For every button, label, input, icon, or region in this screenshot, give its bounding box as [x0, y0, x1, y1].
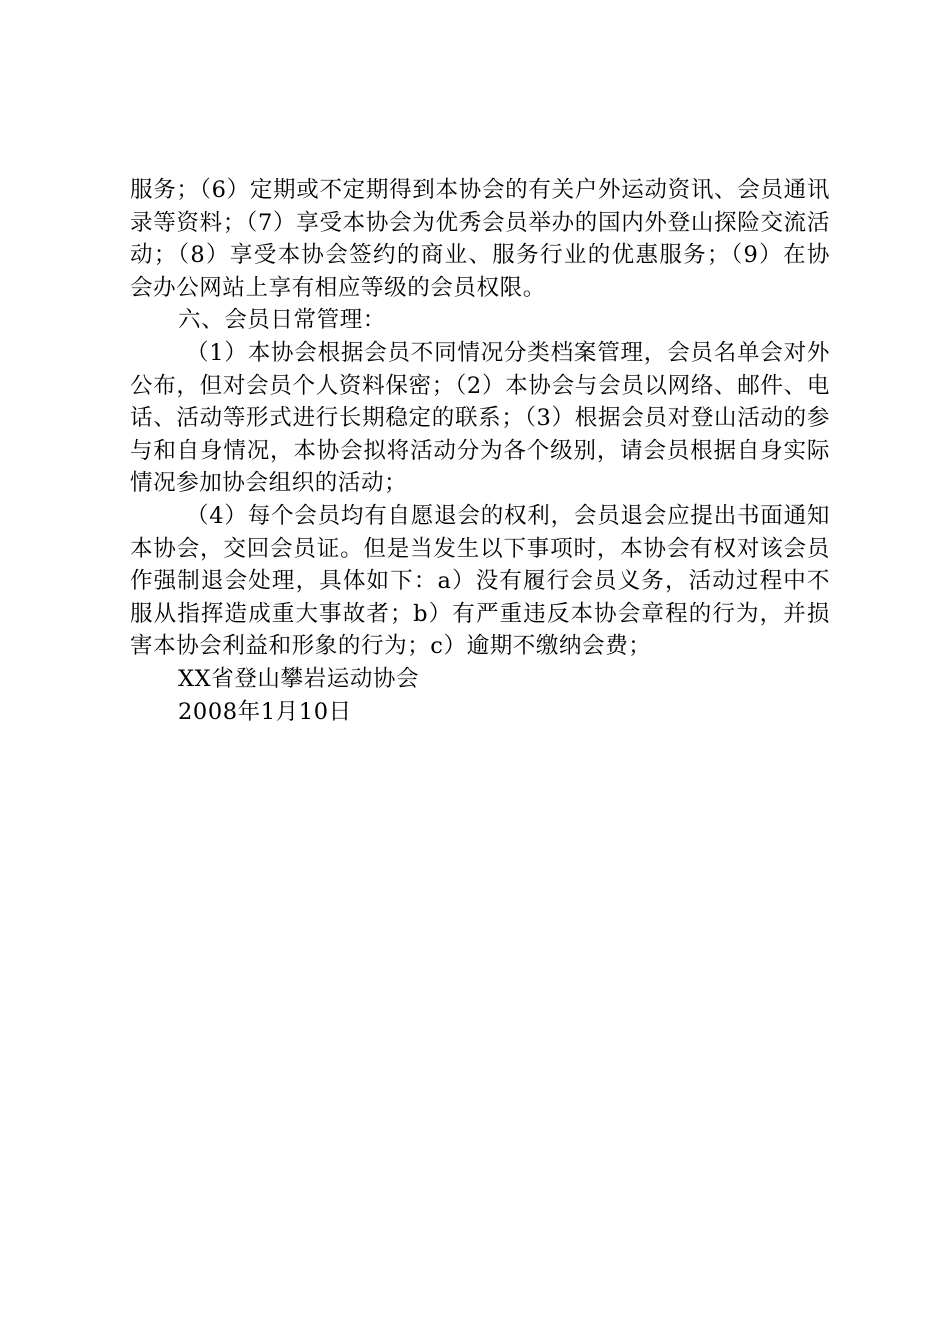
organization-signature: XX省登山攀岩运动协会: [178, 665, 420, 692]
paragraph-member-rights-continued: 服务；（6）定期或不定期得到本协会的有关户外运动资讯、会员通讯录等资料；（7）享受本协会为优秀会员举办的国内外登山探险交流活动；（8）享受本协会签约的商业、服务行业的优惠服务；（9）在协会办公网站上享有相应等级的会员权限。: [130, 177, 830, 301]
paragraph-management-items-1-3: （1）本协会根据会员不同情况分类档案管理，会员名单会对外公布，但对会员个人资料保密；（2）本协会与会员以网络、邮件、电话、活动等形式进行长期稳定的联系；（3）根据会员对登山活动的参与和自身情况，本协会拟将活动分为各个级别，请会员根据自身实际情况参加协会组织的活动；: [130, 339, 830, 497]
section-heading-daily-management: 六、会员日常管理：: [178, 307, 386, 334]
document-date: 2008年1月10日: [178, 698, 352, 725]
document-body: [130, 174, 830, 728]
paragraph-management-item-4: （4）每个会员均有自愿退会的权利，会员退会应提出书面通知本协会，交回会员证。但是当发生以下事项时，本协会有权对该会员作强制退会处理，具体如下：a）没有履行会员义务，活动过程中不服从指挥造成重大事故者；b）有严重违反本协会章程的行为，并损害本协会利益和形象的行为；c）逾期不缴纳会费；: [130, 502, 830, 660]
